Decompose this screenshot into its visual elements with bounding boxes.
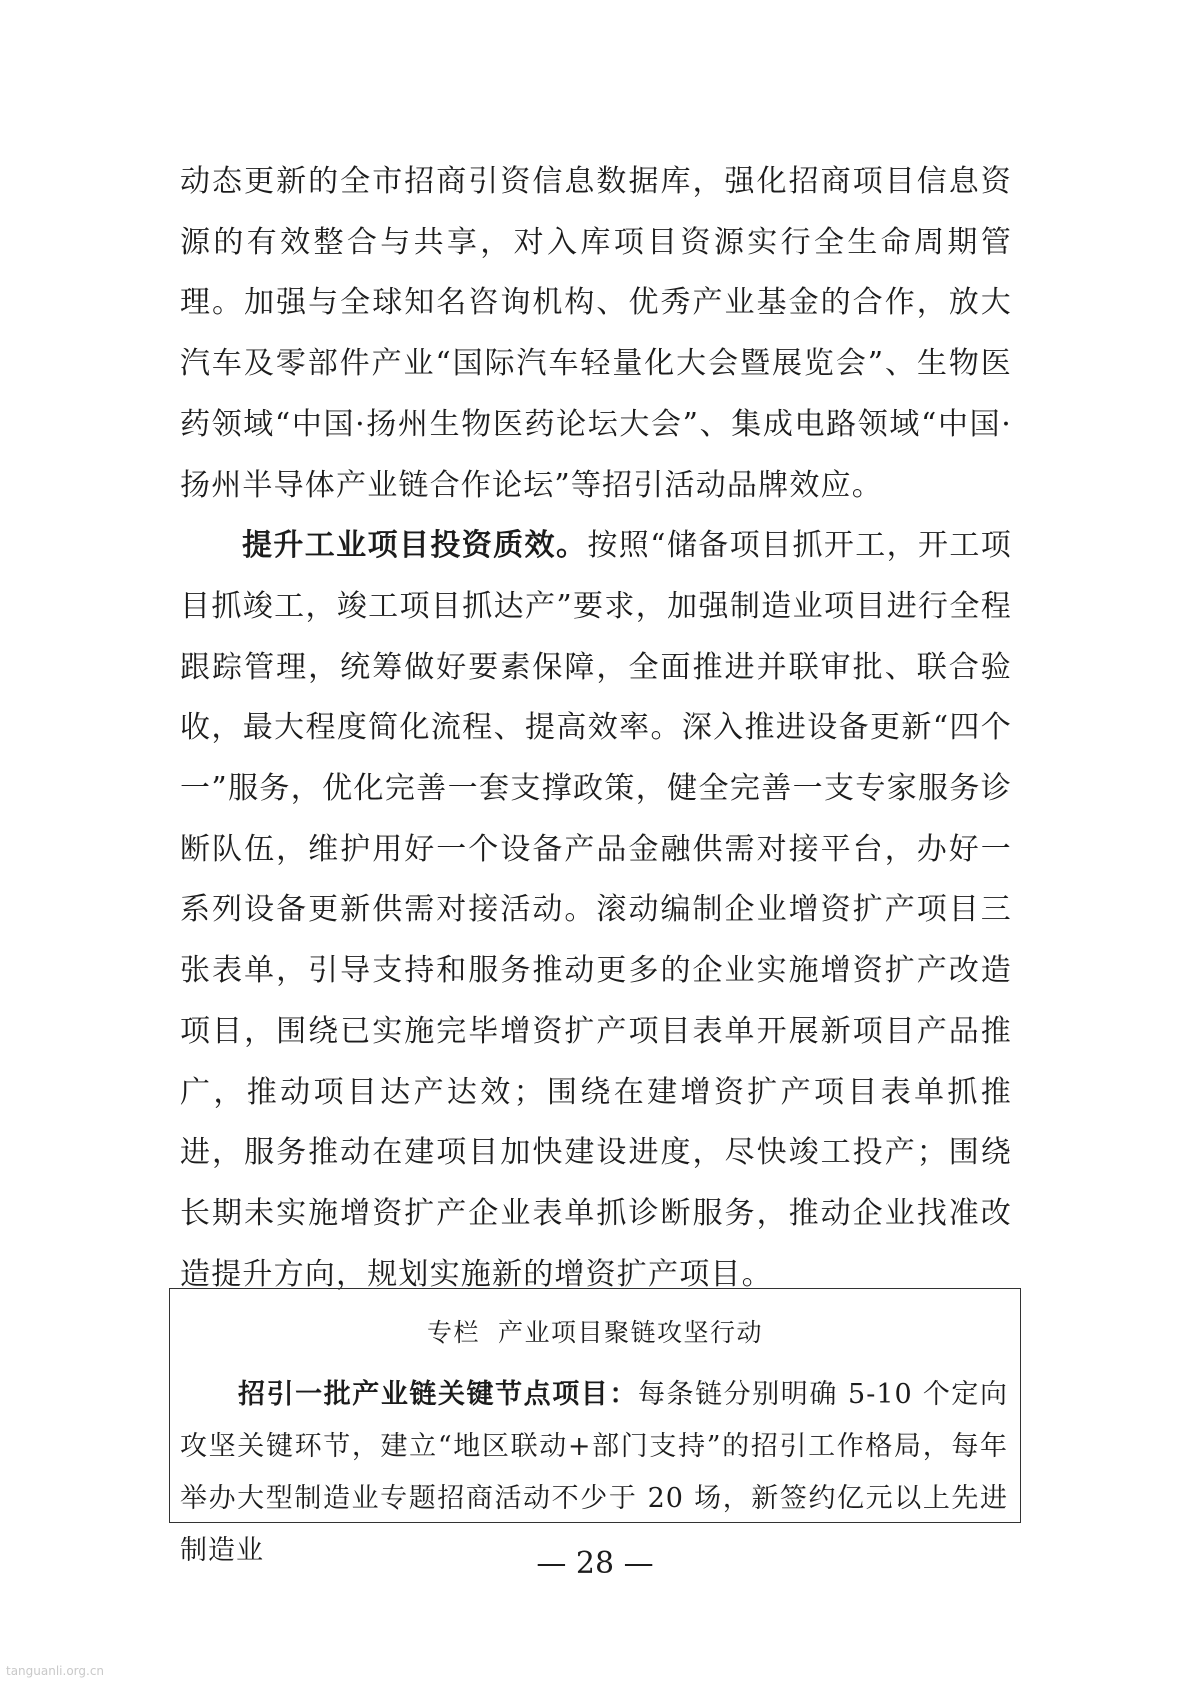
paragraph-1-text: 动态更新的全市招商引资信息数据库，强化招商项目信息资源的有效整合与共享，对入库项目资源实行全生命周期管理。加强与全球知名咨询机构、优秀产业基金的合作，放大汽车及零部件产业“国际汽车轻量化大会暨展览会”、生物医药领域“中国·扬州生物医药论坛大会”、集成电路领域“中国·扬州半导体产业链合作论坛”等招引活动品牌效应。 xyxy=(180,164,1012,503)
paragraph-2 xyxy=(180,516,1012,1305)
column-box-label: 专栏 xyxy=(426,1318,480,1347)
page-number: — 28 — xyxy=(536,1546,654,1581)
paragraph-2-heading: 提升工业项目投资质效。 xyxy=(242,528,588,564)
paragraph-1 xyxy=(180,152,1012,516)
column-box-title xyxy=(170,1313,1020,1349)
paragraph-2-text: 按照“储备项目抓开工，开工项目抓竣工，竣工项目抓达产”要求，加强制造业项目进行全程跟踪管理，统筹做好要素保障，全面推进并联审批、联合验收，最大程度简化流程、提高效率。深入推进设备更新“四个一”服务，优化完善一套支撑政策，健全完善一支专家服务诊断队伍，维护用好一个设备产品金融供需对接平台，办好一系列设备更新供需对接活动。滚动编制企业增资扩产项目三张表单，引导支持和服务推动更多的企业实施增资扩产改造项目，围绕已实施完毕增资扩产项目表单开展新项目产品推广，推动项目达产达效；围绕在建增资扩产项目表单抓推进，服务推动在建项目加快建设进度，尽快竣工投产；围绕长期未实施增资扩产企业表单抓诊断服务，推动企业找准改造提升方向，规划实施新的增资扩产项目。 xyxy=(180,528,1013,1292)
watermark-text: tanguanli.org.cn xyxy=(6,1664,105,1678)
body-text xyxy=(180,152,1012,1305)
column-box-heading: 产业项目聚链攻坚行动 xyxy=(498,1318,764,1347)
column-box-item-text: 每条链分别明确 5-10 个定向攻坚关键环节，建立“地区联动+部门支持”的招引工作格局，每年举办大型制造业专题招商活动不少于 20 场，新签约亿元以上先进制造业 xyxy=(180,1379,1008,1566)
column-box-item-heading: 招引一批产业链关键节点项目： xyxy=(238,1379,638,1410)
